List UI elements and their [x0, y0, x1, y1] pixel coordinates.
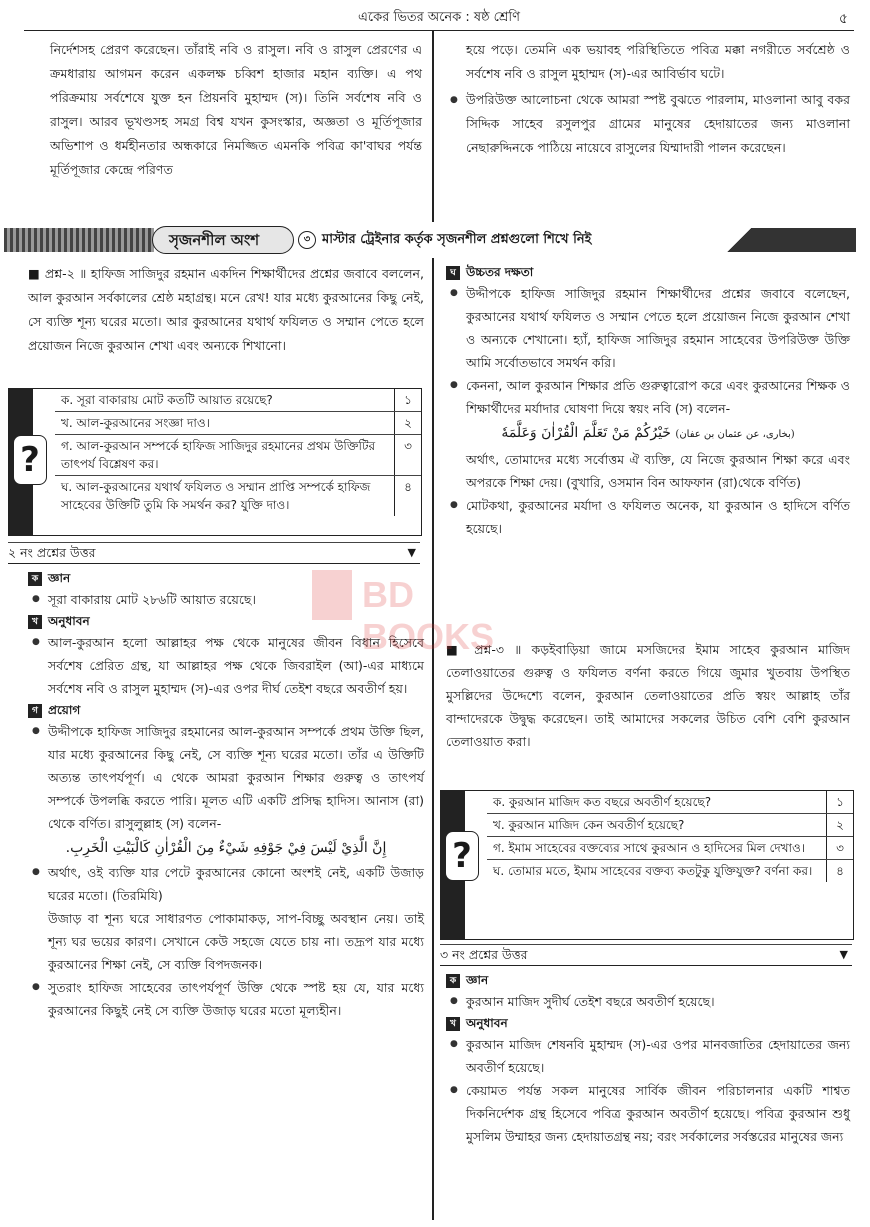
q3-item-mark: ৪ [826, 860, 853, 882]
q2-ka-title: জ্ঞান [48, 571, 71, 585]
q3-item-kha [487, 814, 853, 837]
q3-answers [446, 970, 850, 1148]
q2-stem-text: ■ প্রশ্ন-২ ॥ হাফিজ সাজিদুর রহমান একদিন শিক্ষার্থীদের প্রশ্নের জবাবে বললেন, আল কুরআন সর্বকালের শ্রেষ্ঠ মহাগ্রন্থ। মনে রেখ! যার মধ্যে কুরআনের কিছু নেই, সে ব্যক্তি শূন্য ঘরের মতো। আর কুরআনের যথার্থ ফযিলত ও সম্মান পেতে হলে প্রয়োজন নিজে কুরআন শেখা এবং অন্যকে শিখানো। [28, 266, 424, 353]
q3-item-mark: ১ [826, 791, 853, 813]
q2-item-ga [55, 435, 421, 476]
banner-stripe [4, 228, 154, 252]
q3-item-ka [487, 791, 853, 814]
q2-ga-arabic-hadith: إِنَّ الَّذِيْ لَيْسَ فِيْ جَوْفِهِ شَيْءٌ مِنَ الْقُرْاٰنِ كَالْبَيْتِ الْخَرِبِ. [65, 840, 387, 856]
q2-item-mark: ২ [394, 412, 421, 434]
q3-question-box [440, 790, 854, 940]
intro-text-left [50, 38, 422, 182]
q2-gha-meaning: অর্থাৎ, তোমাদের মধ্যে সর্বোত্তম ঐ ব্যক্তি, যে নিজে কুরআন শিক্ষা করে এবং অপরকে শিক্ষা দেয়। (বুখারি, ওসমান বিন আফফান (রা)থেকে বর্ণিত) [466, 452, 850, 490]
q3-ka-tag: ক [446, 974, 460, 988]
banner-number: ৩ [298, 231, 316, 249]
q2-answer-heading [8, 542, 420, 564]
q3-ka-title: জ্ঞান [466, 973, 489, 987]
q2-ga-tag: গ [28, 704, 42, 718]
q2-ga-title: প্রয়োগ [48, 703, 81, 717]
q3-item-text: খ. কুরআন মাজিদ কেন অবতীর্ণ হয়েছে? [493, 818, 685, 832]
q3-item-mark: ৩ [826, 837, 853, 859]
summary-bullet: ● উপরিউক্ত আলোচনা থেকে আমরা স্পষ্ট বুঝতে পারলাম, মাওলানা আবু বকর সিদ্দিক সাহেব রসুলপুর গ্রামের মানুষের হেদায়াতের জন্য মাওলানা নেছারুদ্দিনকে পাঠিয়ে নায়েবে রাসুলের যিম্মাদারী পালন করেছেন। [446, 88, 850, 160]
q2-gha-title: উচ্চতর দক্ষতা [466, 265, 534, 279]
q2-kha-tag: খ [28, 615, 42, 629]
q2-items [55, 389, 421, 535]
q2-gha-text2: ● কেননা, আল কুরআন শিক্ষার প্রতি গুরুত্বারোপ করে এবং কুরআনের শিক্ষক ও শিক্ষার্থীদের মর্যাদার ঘোষণা দিয়ে স্বয়ং নবি (স) বলেন- [446, 374, 850, 420]
q2-ga-conclusion: ● সুতরাং হাফিজ সাহেবের তাৎপর্যপূর্ণ উক্তি থেকে স্পষ্ট হয় যে, যার মধ্যে কুরআনের কিছুই নেই সে ব্যক্তি উজাড় ঘরের মতো মূল্যহীন। [28, 976, 424, 1022]
q2-gha-text1: ● উদ্দীপকে হাফিজ সাজিদুর রহমান শিক্ষার্থীদের প্রশ্নের জবাবে বলেছেন, কুরআনের যথার্থ ফযিলত ও সম্মান পেতে হলে প্রয়োজন নিজে কুরআন শেখা ও অন্যকে শেখানো। হ্যাঁ, হাফিজ সাজিদুর রহমান সাহেবের উপরিউক্ত উক্তি আমি সর্বোতভাবে সমর্থন করি। [446, 282, 850, 374]
q3-ka-answer: ● কুরআন মাজিদ সুদীর্ঘ তেইশ বছরে অবতীর্ণ হয়েছে। [446, 990, 850, 1013]
q2-gha-conclusion: ● মোটকথা, কুরআনের মর্যাদা ও ফযিলত অনেক, যা কুরআন ও হাদিসে বর্ণিত হয়েছে। [446, 494, 850, 540]
q2-ga-meaning: ● অর্থাৎ, ওই ব্যক্তি যার পেটে কুরআনের কোনো অংশই নেই, একটি উজাড় ঘরের মতো। (তিরমিযি) [28, 861, 424, 907]
banner-subtitle: মাস্টার ট্রেইনার কর্তৃক সৃজনশীল প্রশ্নগুলো শিখে নিই [322, 232, 592, 247]
q2-item-mark: ৩ [394, 435, 421, 475]
q3-ka-heading [446, 970, 850, 990]
down-arrow-icon: ▼ [839, 948, 848, 961]
intro-text-right [446, 38, 850, 160]
q3-stem-text: ■ প্রশ্ন-৩ ॥ কড়ইবাড়িয়া জামে মসজিদের ইমাম সাহেব কুরআন মাজিদ তেলাওয়াতের গুরুত্ব ও ফযিলত বর্ণনা করতে গিয়ে জুমার খুতবায় উপস্থিত মুসল্লিদের উদ্দেশ্যে বলেন, কুরআন তেলাওয়াতের প্রতি স্বয়ং আল্লাহ তাঁর বান্দাদেরকে উদ্বুদ্ধ করেছেন। তাই আমাদের সকলের উচিত বেশি বেশি কুরআন তেলাওয়াত করা। [446, 642, 850, 749]
q2-ga-answer: ● উদ্দীপকে হাফিজ সাজিদুর রহমানের আল-কুরআন সম্পর্কে প্রথম উক্তি ছিল, যার মধ্যে কুরআনের কিছু নেই, সে ব্যক্তি শূন্য ঘরের মতো। তাঁর এ উক্তিটি অত্যন্ত তাৎপর্যপূর্ণ। এ থেকে আমরা কুরআন শিক্ষার গুরুত্ব ও তাৎপর্য সম্পর্কে উপলব্ধি করতে পারি। মূলত এটি একটি প্রসিদ্ধ হাদিস। আনাস (রা) থেকে বর্ণিত। রাসুলুল্লাহ (স) বলেন- [28, 720, 424, 835]
creative-section-banner [4, 224, 856, 256]
q3-item-text: ক. কুরআন মাজিদ কত বছরে অবতীর্ণ হয়েছে? [493, 795, 712, 809]
column-divider-top [432, 30, 434, 222]
q3-kha-text2: ● কেয়ামত পর্যন্ত সকল মানুষের সার্বিক জীবন পরিচালনার একটি শাশ্বত দিকনির্দেশক গ্রন্থ হিসেবে পবিত্র কুরআন অবতীর্ণ হয়েছে। পবিত্র কুরআন শুধু মুসলিম উম্মাহর জন্য হেদায়াতগ্রন্থ নয়; বরং সর্বকালের সর্বস্তরের মানুষের জন্য [446, 1079, 850, 1148]
q2-answer-heading-text: ২ নং প্রশ্নের উত্তর [8, 545, 96, 560]
page-header [24, 4, 854, 31]
q2-gha-heading [446, 262, 850, 282]
banner-title: সৃজনশীল অংশ [152, 226, 294, 254]
banner-decoration [696, 228, 856, 252]
watermark-logo [312, 566, 495, 657]
q3-item-ga [487, 837, 853, 860]
intro-paragraph: নির্দেশসহ প্রেরণ করেছেন। তাঁরাই নবি ও রাসুল। নবি ও রাসুল প্রেরণের এ ক্রমধারায় আগমন করেন একলক্ষ চব্বিশ হাজার মহান ব্যক্তি। এ পথ পরিক্রমায় সর্বশেষে যুক্ত হন প্রিয়নবি মুহাম্মদ (স)। তিনি সর্বশেষ নবি ও রাসুল। আরব ভূখণ্ডসহ সমগ্র বিশ্ব যখন কুসংস্কার, অজ্ঞতা ও মূর্তিপূজার অভিশাপ ও ধর্মহীনতার অন্ধকারে নিমজ্জিত এমনকি পবিত্র কা'বাঘর পর্যন্ত মূর্তিপূজার কেন্দ্রে পরিণত [50, 42, 422, 177]
q3-item-gha [487, 860, 853, 882]
intro-paragraph-cont: হয়ে পড়ে। তেমনি এক ভয়াবহ পরিস্থিতিতে পবিত্র মক্কা নগরীতে সর্বশ্রেষ্ঠ ও সর্বশেষ নবি ও রাসুল মুহাম্মদ (স)-এর আবির্ভাব ঘটে। [466, 42, 850, 81]
question-2-stem [28, 262, 424, 358]
question-mark-icon: ? [445, 831, 479, 881]
q2-kha-title: অনুধাবন [48, 614, 90, 628]
q2-item-ka [55, 389, 421, 412]
page-number: ৫ [838, 11, 848, 27]
q2-ka-answer: ● সূরা বাকারায় মোট ২৮৬টি আয়াত রয়েছে। [28, 588, 424, 611]
header-title: একের ভিতর অনেক : ষষ্ঠ শ্রেণি [358, 10, 520, 25]
q2-item-gha [55, 476, 421, 516]
q3-answer-heading-text: ৩ নং প্রশ্নের উত্তর [440, 947, 528, 962]
q2-gha-tag: ঘ [446, 266, 460, 280]
q3-items [487, 791, 853, 939]
q2-item-mark: ৪ [394, 476, 421, 516]
question-mark-icon: ? [13, 435, 47, 485]
q3-answer-heading [440, 944, 852, 966]
question-3-stem [446, 638, 850, 753]
q2-ga-heading [28, 700, 424, 720]
q2-gha-arabic-ref: (بخارى، عن عثمان بن عفان) [675, 429, 795, 440]
q2-item-mark: ১ [394, 389, 421, 411]
q3-item-text: ঘ. তোমার মতে, ইমাম সাহেবের বক্তব্য কতটুকু যুক্তিযুক্ত? বর্ণনা কর। [493, 864, 813, 878]
q2-question-box [8, 388, 422, 536]
q2-item-text: খ. আল-কুরআনের সংজ্ঞা দাও। [61, 416, 210, 430]
q3-kha-text1: ● কুরআন মাজিদ শেষনবি মুহাম্মদ (স)-এর ওপর মানবজাতির হেদায়াতের জন্য অবতীর্ণ হয়েছে। [446, 1033, 850, 1079]
watermark-text: BD BOOKS [362, 574, 495, 657]
column-divider-bottom [432, 258, 434, 1220]
down-arrow-icon: ▼ [407, 546, 416, 559]
q2-item-text: ঘ. আল-কুরআনের যথার্থ ফযিলত ও সম্মান প্রাপ্তি সম্পর্কে হাফিজ সাহেবের উক্তিটি তুমি কি সমর্থন কর? যুক্তি দাও। [61, 480, 371, 512]
q2-kha-answer: ● আল-কুরআন হলো আল্লাহর পক্ষ থেকে মানুষের জীবন বিধান হিসেবে সর্বশেষ প্রেরিত গ্রন্থ, যা আল্লাহর পক্ষ থেকে জিবরাইল (আ)-এর মাধ্যমে সর্বশেষ নবি ও রাসুল মুহাম্মদ (স)-এর ওপর দীর্ঘ তেইশ বছরে অবতীর্ণ হয়। [28, 631, 424, 700]
q2-item-text: ক. সূরা বাকারায় মোট কতটি আয়াত রয়েছে? [61, 393, 273, 407]
q2-gha-arabic-hadith [446, 420, 850, 448]
q2-item-kha [55, 412, 421, 435]
q3-kha-title: অনুধাবন [466, 1016, 508, 1030]
q3-kha-tag: খ [446, 1017, 460, 1031]
q3-item-mark: ২ [826, 814, 853, 836]
q2-ka-tag: ক [28, 572, 42, 586]
q2-gha-arabic-text: خَيْرُكُمْ مَنْ تَعَلَّمَ الْقُرْاٰنَ وَعَلَّمَهٗ [501, 425, 671, 441]
q2-item-text: গ. আল-কুরআন সম্পর্কে হাফিজ সাজিদুর রহমানের প্রথম উক্তিটির তাৎপর্য বিশ্লেষণ কর। [61, 439, 376, 471]
book-icon [312, 570, 352, 620]
q3-kha-heading [446, 1013, 850, 1033]
q3-item-text: গ. ইমাম সাহেবের বক্তব্যের সাথে কুরআন ও হাদিসের মিল দেখাও। [493, 841, 806, 855]
q2-ga-explanation: উজাড় বা শূন্য ঘরে সাধারণত পোকামাকড়, সাপ-বিচ্ছু অবস্থান নেয়। তাই শূন্য ঘর ভয়ের কারণ। সেখানে কেউ সহজে যেতে চায় না। তদ্রূপ যার মধ্যে কুরআনের শিক্ষা নেই, সে ব্যক্তি বিপদজনক। [48, 911, 424, 972]
q2-gha-answer [446, 262, 850, 540]
